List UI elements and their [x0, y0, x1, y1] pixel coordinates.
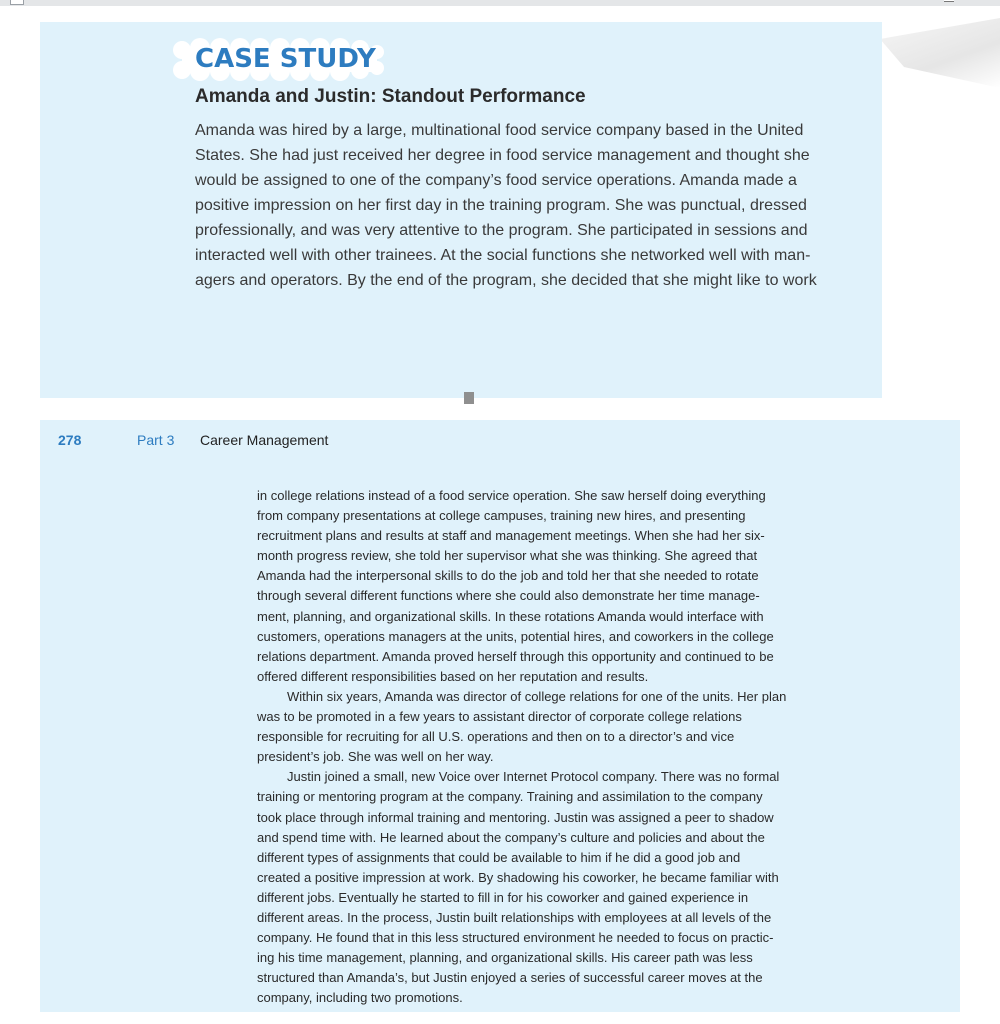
text-line: customers, operations managers at the units, potential hires, and coworkers in the college — [257, 628, 774, 644]
text-line: president’s job. She was well on her way. — [257, 749, 494, 765]
text-line: created a positive impression at work. By shadowing his coworker, he became familiar with — [257, 869, 779, 885]
case-study-intro — [195, 118, 875, 293]
text-line: Within six years, Amanda was director of college relations for one of the units. Her plan — [287, 688, 787, 704]
page-curl-decoration — [880, 18, 1000, 88]
text-line: was to be promoted in a few years to assistant director of corporate college relations — [257, 709, 742, 725]
text-line: took place through informal training and mentoring. Justin was assigned a peer to shadow — [257, 809, 774, 825]
page-number: 278 — [58, 432, 82, 448]
text-line: ing his time management, planning, and organizational skills. His career path was less — [257, 950, 753, 966]
text-line: training or mentoring program at the company. Training and assimilation to the company — [257, 789, 763, 805]
case-study-continued — [257, 486, 877, 1008]
text-line: month progress review, she told her supervisor what she was thinking. She agreed that — [257, 548, 758, 564]
case-study-label: CASE STUDY — [195, 44, 376, 74]
text-line: responsible for recruiting for all U.S. operations and then on to a director’s and vice — [257, 729, 735, 745]
text-line: Justin joined a small, new Voice over Internet Protocol company. There was no formal — [287, 769, 780, 785]
page-break-marker — [464, 392, 474, 404]
text-line: from company presentations at college campuses, training new hires, and presenting — [257, 508, 746, 524]
text-line: in college relations instead of a food service operation. She saw herself doing everything — [257, 488, 766, 503]
text-line: different areas. In the process, Justin built relationships with employees at all levels of the — [257, 909, 772, 925]
text-line: different types of assignments that could be available to him if he did a good job and — [257, 849, 741, 865]
text-line: positive impression on her first day in the training program. She was punctual, dressed — [195, 197, 807, 214]
section-title: Career Management — [200, 432, 329, 448]
text-line: relations department. Amanda proved herself through this opportunity and continued to be — [257, 648, 774, 664]
text-line: and spend time with. He learned about the company’s culture and policies and about the — [257, 829, 765, 845]
text-line: through several different functions where she could also demonstrate her time manage- — [257, 588, 760, 604]
page-corner-marker — [10, 0, 24, 5]
text-line: would be assigned to one of the company’s food service operations. Amanda made a — [195, 172, 797, 189]
text-line: Amanda had the interpersonal skills to do the job and told her that she needed to rotate — [257, 568, 759, 584]
part-label: Part 3 — [137, 432, 175, 448]
text-line: company. He found that in this less structured environment he needed to focus on practic- — [257, 930, 774, 946]
case-study-heading — [172, 38, 388, 82]
text-line: agers and operators. By the end of the program, she decided that she might like to work — [195, 272, 817, 289]
text-line: structured than Amanda’s, but Justin enjoyed a series of successful career moves at the — [257, 970, 763, 986]
text-line: Amanda was hired by a large, multinational food service company based in the United — [195, 122, 804, 139]
text-line: professionally, and was very attentive to the program. She participated in sessions and — [195, 222, 808, 239]
text-line: recruitment plans and results at staff and management meetings. When she had her six- — [257, 528, 765, 544]
viewer-top-bar — [0, 0, 1000, 6]
text-line: company, including two promotions. — [257, 990, 463, 1006]
text-line: States. She had just received her degree in food service management and thought she — [195, 147, 810, 164]
page-corner-marker-right — [944, 0, 954, 2]
case-study-title: Amanda and Justin: Standout Performance — [195, 86, 586, 107]
text-line: interacted well with other trainees. At the social functions she networked well with man- — [195, 247, 811, 264]
text-line: offered different responsibilities based on her reputation and results. — [257, 668, 649, 684]
text-line: different jobs. Eventually he started to fill in for his coworker and gained experience in — [257, 889, 749, 905]
text-line: ment, planning, and organizational skills. In these rotations Amanda would interface with — [257, 608, 764, 624]
